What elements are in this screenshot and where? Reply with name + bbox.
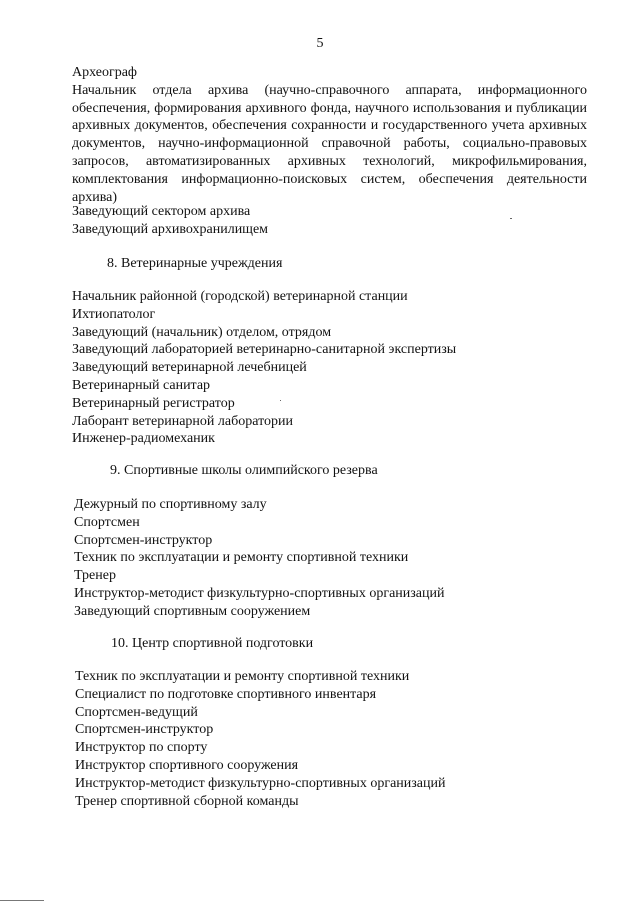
list-item: Спортсмен-ведущий — [75, 704, 198, 720]
page-number: 5 — [316, 36, 324, 51]
list-item: Лаборант ветеринарной лаборатории — [72, 413, 294, 429]
list-item: Спортсмен — [74, 514, 140, 530]
list-item: Ихтиопатолог — [72, 306, 156, 322]
list-item: Инструктор по спорту — [75, 740, 208, 756]
list-item: Заведующий лабораторией ветеринарно-санитарной экспертизы — [72, 342, 457, 358]
list-item: Начальник районной (городской) ветеринарной станции — [72, 289, 408, 304]
section-8-list — [72, 288, 456, 448]
list-item: Дежурный по спортивному залу — [74, 497, 267, 512]
list-item: Тренер спортивной сборной команды — [75, 793, 299, 809]
list-item: Заведующий спортивным сооружением — [74, 603, 311, 619]
archive-list — [72, 203, 268, 239]
section-9-list — [74, 496, 445, 621]
archive-first-line — [72, 64, 137, 82]
list-item: Инструктор-методист физкультурно-спортивных организаций — [75, 775, 446, 791]
section-heading-8: 8. Ветеринарные учреждения — [107, 256, 283, 271]
list-item: Заведующий архивохранилищем — [72, 221, 269, 237]
list-item: Заведующий ветеринарной лечебницей — [72, 360, 307, 376]
list-item: Техник по эксплуатации и ремонту спортивной техники — [74, 550, 409, 566]
list-item: Специалист по подготовке спортивного инвентаря — [75, 686, 377, 702]
list-item: Ветеринарный санитар — [72, 377, 211, 393]
list-item: Спортсмен-инструктор — [75, 722, 214, 738]
list-item: Археограф — [72, 65, 138, 80]
list-item: Инженер-радиомеханик — [72, 431, 215, 447]
list-item: Спортсмен-инструктор — [74, 532, 213, 548]
list-item: Тренер — [74, 568, 116, 584]
archive-head-paragraph: Начальник отдела архива (научно-справочного аппарата, информационного обеспечения, формирования архивного фонда, научного использования и публикации архивных документов, обеспечения сохранности и государственного учета архивных документов, научно-информационной справочной работы, социально-правовых запросов, автоматизированных архивных технологий, микрофильмирования, комплектования информационно-поисковых систем, обеспечения деятельности архива) — [72, 82, 587, 205]
list-item: Техник по эксплуатации и ремонту спортивной техники — [75, 669, 410, 684]
list-item: Заведующий сектором архива — [72, 204, 251, 219]
scan-edge-line — [0, 900, 44, 901]
list-item: Заведующий (начальник) отделом, отрядом — [72, 324, 332, 340]
list-item: Ветеринарный регистратор — [72, 395, 235, 411]
section-heading-10: 10. Центр спортивной подготовки — [111, 636, 314, 651]
section-10-list — [75, 668, 446, 810]
list-item: Инструктор спортивного сооружения — [75, 757, 299, 773]
scan-speck — [510, 218, 512, 219]
list-item: Инструктор-методист физкультурно-спортивных организаций — [74, 585, 445, 601]
section-heading-9: 9. Спортивные школы олимпийского резерва — [110, 463, 378, 478]
scan-speck — [280, 400, 281, 401]
